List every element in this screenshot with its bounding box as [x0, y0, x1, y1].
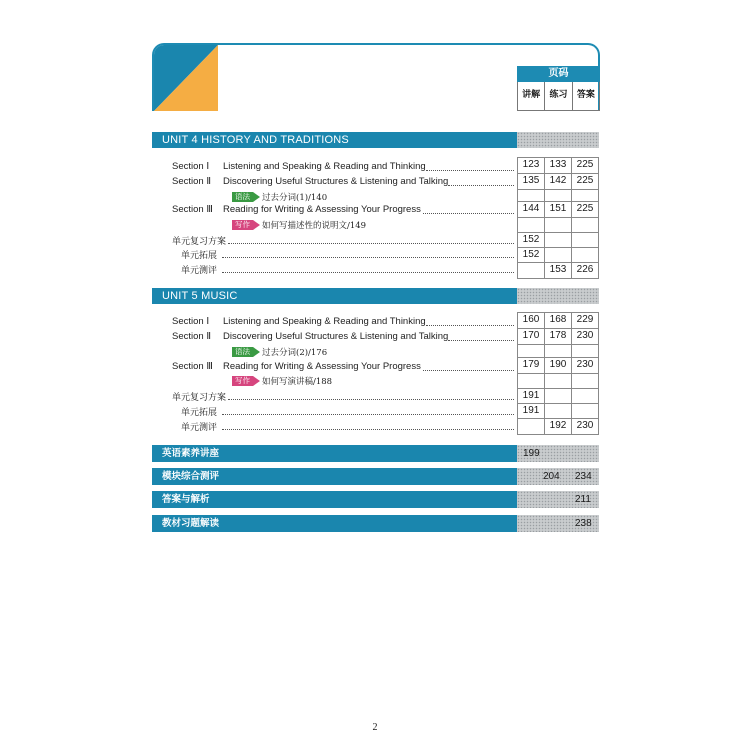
page-cell: 170: [518, 329, 545, 344]
summary-bar: [152, 491, 599, 508]
page-cell: 152: [518, 233, 545, 247]
summary-bar: [152, 515, 599, 532]
grid-row: [518, 157, 598, 173]
dot-leader: [222, 429, 514, 430]
page-cell: 152: [518, 248, 545, 262]
toc-entry-title[interactable]: 单元测评: [181, 423, 218, 433]
dot-leader: [222, 257, 514, 258]
page-cell: 178: [545, 329, 572, 344]
toc-subentry[interactable]: 如何写描述性的说明文/149: [262, 221, 367, 231]
grid-row: [518, 418, 598, 435]
grid-row: [518, 232, 598, 247]
summary-bar: [152, 445, 599, 462]
toc-subentry[interactable]: 过去分词(1)/140: [262, 193, 328, 203]
grid-row: [518, 403, 598, 418]
toc-section-label: Section Ⅱ: [172, 176, 212, 187]
dot-leader: [426, 170, 514, 171]
page-cell: 191: [518, 404, 545, 418]
page-number-legend: [517, 66, 600, 111]
page-cell: 133: [545, 158, 572, 173]
page-cell: 191: [518, 389, 545, 403]
summary-title[interactable]: 英语素养讲座: [152, 445, 517, 462]
page-cell: 225: [576, 175, 594, 186]
toc-subentry[interactable]: 如何写演讲稿/188: [262, 377, 333, 387]
toc-section-label: Section Ⅲ: [172, 204, 213, 215]
page-cell: 142: [545, 174, 572, 189]
writing-tag: 写作: [232, 376, 253, 386]
page-cell: [518, 419, 545, 434]
page-cell: 151: [545, 202, 572, 217]
page-cell: 153: [545, 263, 572, 278]
toc-entry-title[interactable]: 单元拓展: [181, 408, 218, 418]
summary-values: [517, 491, 599, 508]
grammar-tag: 语法: [232, 192, 253, 202]
toc-section-label: Section Ⅰ: [172, 316, 210, 327]
toc-section-label: Section Ⅲ: [172, 361, 213, 372]
toc-entry-title[interactable]: Listening and Speaking & Reading and Thinking: [223, 161, 426, 172]
toc-section-label: Section Ⅰ: [172, 161, 210, 172]
grid-row: [518, 312, 598, 328]
toc-entry-title[interactable]: Reading for Writing & Assessing Your Progress: [223, 361, 421, 372]
grid-row: [518, 328, 598, 344]
corner-decoration: [154, 45, 218, 111]
arrow-icon: [253, 192, 260, 202]
grid-row: [518, 344, 598, 357]
page-cell: 144: [518, 202, 545, 217]
dot-leader: [228, 243, 514, 244]
grid-row: [518, 189, 598, 201]
summary-values: [517, 468, 599, 485]
dot-leader: [426, 325, 514, 326]
page-value: 238: [575, 518, 592, 529]
toc-subentry[interactable]: 过去分词(2)/176: [262, 348, 328, 358]
toc-entry-title[interactable]: 单元测评: [181, 266, 218, 276]
dot-leader: [423, 370, 514, 371]
page-cell: 225: [576, 203, 594, 214]
summary-title[interactable]: 答案与解析: [152, 491, 517, 508]
legend-col-practice: 练习: [545, 82, 572, 110]
toc-entry-title[interactable]: 单元复习方案: [172, 237, 227, 247]
grid-row: [518, 173, 598, 189]
dot-leader: [222, 272, 514, 273]
legend-col-answers: 答案: [576, 90, 595, 100]
page-cell: 229: [576, 314, 594, 325]
arrow-icon: [253, 220, 260, 230]
grid-row: [518, 217, 598, 232]
page-cell: 179: [518, 358, 545, 373]
page-cell: 135: [518, 174, 545, 189]
grid-row: [518, 373, 598, 388]
grid-row: [518, 262, 598, 279]
grid-row: [518, 388, 598, 403]
grid-row: [518, 201, 598, 217]
toc-section-label: Section Ⅱ: [172, 331, 212, 342]
page-value: 234: [575, 471, 592, 482]
page-cell: 230: [576, 359, 594, 370]
page-cell: 192: [545, 419, 572, 434]
toc-entry-title[interactable]: 单元拓展: [181, 251, 218, 261]
dot-leader: [448, 340, 514, 341]
unit4-page-grid: [517, 157, 599, 279]
page-number: 2: [372, 722, 378, 733]
dot-leader: [448, 185, 514, 186]
toc-entry-title[interactable]: 单元复习方案: [172, 393, 227, 403]
page-cell: 225: [576, 159, 594, 170]
toc-entry-title[interactable]: Reading for Writing & Assessing Your Progress: [223, 204, 421, 215]
page-cell: 230: [576, 330, 594, 341]
toc-entry-title[interactable]: Listening and Speaking & Reading and Thinking: [223, 316, 426, 327]
toc-entry-title[interactable]: Discovering Useful Structures & Listening and Talking: [223, 331, 449, 342]
summary-title[interactable]: 教材习题解读: [152, 515, 517, 532]
legend-col-explain: 讲解: [518, 82, 545, 110]
dot-leader: [228, 399, 514, 400]
arrow-icon: [253, 347, 260, 357]
unit5-title[interactable]: UNIT 5 MUSIC: [152, 288, 517, 304]
unit5-header: [152, 288, 599, 304]
toc-entry-title[interactable]: Discovering Useful Structures & Listening and Talking: [223, 176, 449, 187]
dot-leader: [423, 213, 514, 214]
page-cell: 230: [576, 420, 594, 431]
unit4-dot-pattern: [517, 132, 599, 148]
grid-row: [518, 247, 598, 262]
summary-title[interactable]: 模块综合测评: [152, 468, 517, 485]
grammar-tag: 语法: [232, 347, 253, 357]
unit5-page-grid: [517, 312, 599, 435]
summary-bar: [152, 468, 599, 485]
arrow-icon: [253, 376, 260, 386]
page-cell: 168: [545, 313, 572, 328]
grid-row: [518, 357, 598, 373]
page-cell: 123: [518, 158, 545, 173]
unit5-dot-pattern: [517, 288, 599, 304]
legend-title: 页码: [517, 66, 600, 82]
page-cell: 160: [518, 313, 545, 328]
summary-values: [517, 515, 599, 532]
page-value: 211: [575, 494, 591, 505]
unit4-title[interactable]: UNIT 4 HISTORY AND TRADITIONS: [152, 132, 517, 148]
dot-leader: [222, 414, 514, 415]
page-value: 204: [543, 471, 560, 482]
page-cell: [518, 263, 545, 278]
summary-values: [517, 445, 599, 462]
page-cell: 190: [545, 358, 572, 373]
page-value: 199: [523, 448, 540, 459]
unit4-header: [152, 132, 599, 148]
page-cell: 226: [576, 264, 594, 275]
writing-tag: 写作: [232, 220, 253, 230]
